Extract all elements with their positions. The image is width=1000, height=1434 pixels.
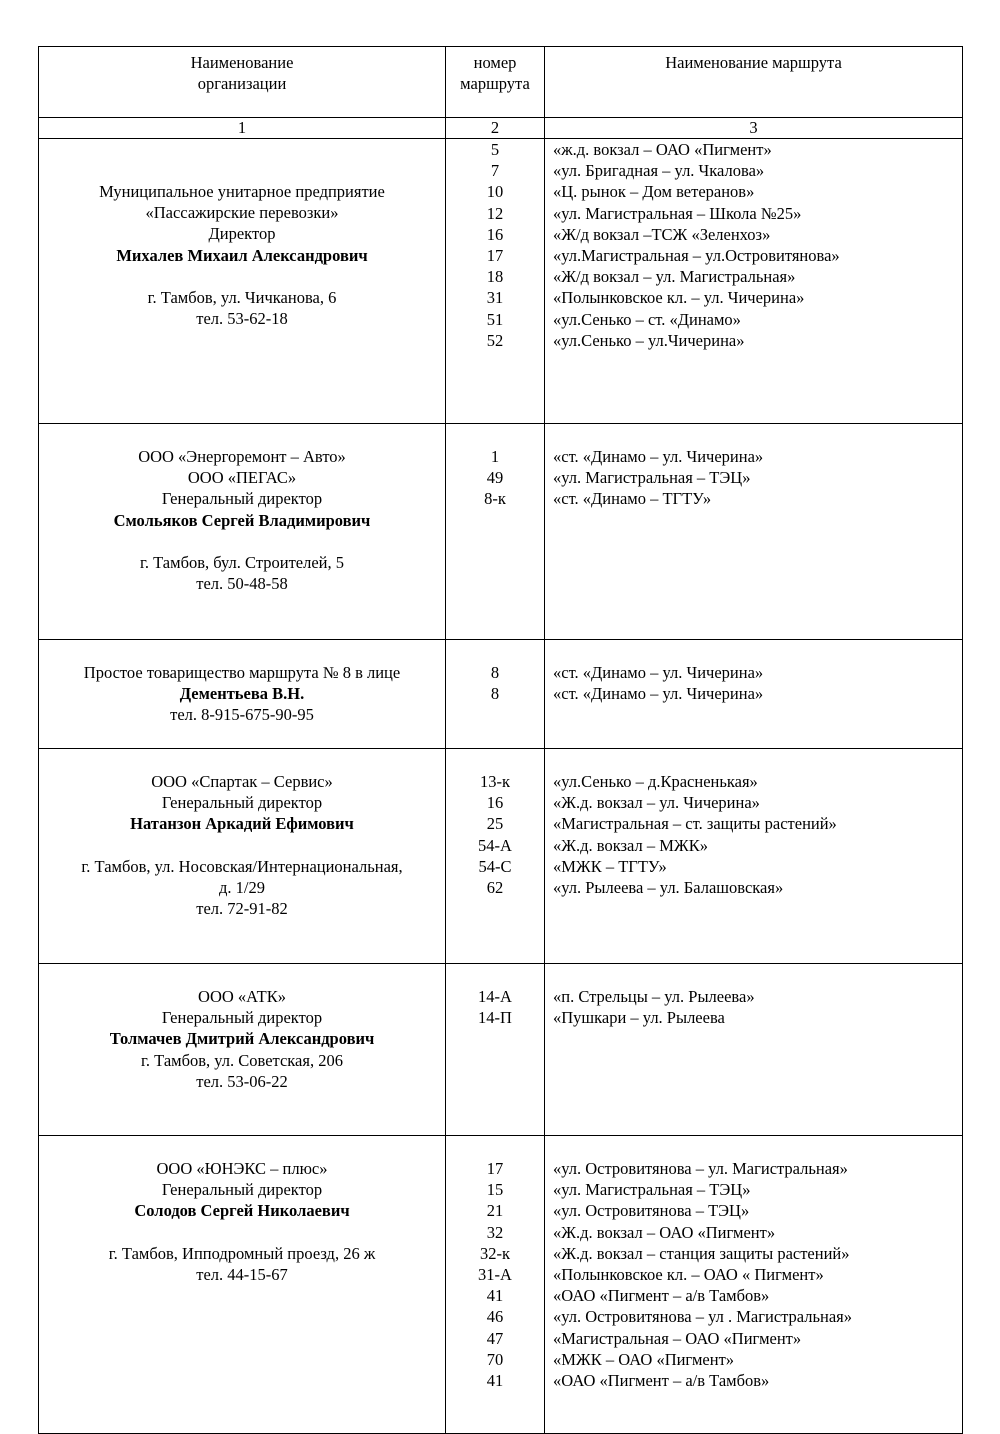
spacer [39, 531, 445, 552]
route-name: «ул.Сенько – ст. «Динамо» [553, 309, 741, 329]
route-name: «ОАО «Пигмент – а/в Тамбов» [553, 1286, 770, 1306]
route-number: 1 [490, 447, 500, 466]
routes-table [38, 46, 963, 1434]
route-name: «Пушкари – ул. Рылеева [553, 1008, 725, 1028]
route-name: «Ж/д вокзал –ТСЖ «Зеленхоз» [553, 224, 771, 244]
route-number: 41 [486, 1371, 504, 1391]
route-number: 5 [490, 140, 500, 159]
route-number: 15 [486, 1180, 504, 1200]
table-header-row [39, 47, 963, 118]
route-number: 47 [486, 1328, 504, 1348]
contact-line: тел. 53-62-18 [196, 309, 288, 329]
route-number: 8 [490, 684, 500, 704]
route-name: «ул.Сенько – д.Красненькая» [553, 772, 758, 791]
route-name: «Полынковское кл. – ул. Чичерина» [553, 288, 805, 308]
table-row [39, 749, 963, 964]
contact-line: г. Тамбов, бул. Строителей, 5 [139, 553, 344, 572]
route-name: «ст. «Динамо – ул. Чичерина» [553, 447, 764, 466]
director-name: Смольяков Сергей Владимирович [113, 510, 371, 530]
route-number: 52 [486, 330, 504, 350]
director-name: Солодов Сергей Николаевич [134, 1201, 350, 1221]
contact-line: тел. 44-15-67 [196, 1265, 288, 1284]
route-name: «ст. «Динамо – ул. Чичерина» [553, 684, 764, 704]
route-number: 32 [486, 1222, 504, 1242]
route-numbers-cell [446, 640, 545, 749]
route-names-cell [545, 640, 963, 749]
route-name: «п. Стрельцы – ул. Рылеева» [553, 987, 755, 1006]
route-number: 18 [486, 267, 504, 287]
route-numbers-cell [446, 1136, 545, 1434]
route-name: «Ж.д. вокзал – МЖК» [553, 835, 708, 855]
route-number: 70 [486, 1349, 504, 1369]
route-name: «ул.Магистральная – ул.Островитянова» [553, 246, 840, 266]
director-name: Михалев Михаил Александрович [116, 245, 368, 265]
route-name: «Ц. рынок – Дом ветеранов» [553, 182, 755, 202]
route-names-cell [545, 1136, 963, 1434]
organization-cell [39, 749, 446, 964]
route-name: «Магистральная – ст. защиты растений» [553, 814, 837, 834]
route-name: «ОАО «Пигмент – а/в Тамбов» [553, 1371, 770, 1391]
route-name: «ул. Бригадная – ул. Чкалова» [553, 161, 765, 181]
route-number: 62 [486, 878, 504, 898]
header-organization [39, 47, 446, 118]
route-name: «МЖК – ОАО «Пигмент» [553, 1349, 735, 1369]
column-index-1: 1 [39, 118, 446, 139]
route-number: 8 [490, 663, 500, 682]
route-number: 31-А [478, 1265, 512, 1285]
organization-name-line: Генеральный директор [161, 793, 323, 813]
route-number: 14-П [478, 1008, 512, 1028]
table-row [39, 964, 963, 1136]
organization-name-line: Генеральный директор [161, 1180, 323, 1200]
route-name: «ул. Рылеева – ул. Балашовская» [553, 878, 784, 898]
director-name: Дементьева В.Н. [179, 684, 305, 704]
organization-name-line: «Пассажирские перевозки» [145, 203, 339, 223]
route-number: 32-к [479, 1243, 510, 1263]
column-index-3: 3 [545, 118, 963, 139]
route-number: 12 [486, 203, 504, 223]
route-numbers-cell [446, 139, 545, 424]
header-route-name-text: Наименование маршрута [665, 53, 842, 72]
route-name: «ст. «Динамо – ул. Чичерина» [553, 663, 764, 682]
organization-name-line: ООО «ЮНЭКС – плюс» [156, 1159, 328, 1178]
route-name: «ж.д. вокзал – ОАО «Пигмент» [553, 140, 772, 159]
organization-name-line: Директор [208, 224, 276, 244]
route-number: 8-к [484, 489, 506, 509]
route-name: «ул. Магистральная – ТЭЦ» [553, 468, 751, 488]
table-row [39, 424, 963, 640]
route-name: «МЖК – ТГТУ» [553, 856, 667, 876]
column-index-2: 2 [446, 118, 545, 139]
route-number: 10 [486, 182, 504, 202]
director-name: Толмачев Дмитрий Александрович [109, 1029, 375, 1049]
route-name: «Ж.д. вокзал – станция защиты растений» [553, 1243, 850, 1263]
table-row [39, 640, 963, 749]
route-name: «Ж.д. вокзал – ул. Чичерина» [553, 793, 760, 813]
route-name: «Магистральная – ОАО «Пигмент» [553, 1328, 802, 1348]
organization-name-line: Муниципальное унитарное предприятие [99, 182, 385, 201]
route-number: 13-к [479, 772, 510, 791]
organization-cell [39, 964, 446, 1136]
organization-name-line: ООО «Энергоремонт – Авто» [138, 447, 346, 466]
contact-line: г. Тамбов, ул. Носовская/Интернациональная, [81, 856, 403, 876]
spacer [39, 1222, 445, 1243]
route-number: 46 [486, 1307, 504, 1327]
table-body [39, 139, 963, 1434]
route-number: 41 [486, 1286, 504, 1306]
route-number: 54-С [478, 856, 512, 876]
route-number: 17 [486, 1159, 504, 1178]
route-name: «ст. «Динамо – ТГТУ» [553, 489, 712, 509]
organization-name-line: Простое товарищество маршрута № 8 в лице [83, 663, 401, 682]
header-route-name [545, 47, 963, 118]
route-number: 7 [490, 161, 500, 181]
route-name: «ул. Магистральная – ТЭЦ» [553, 1180, 751, 1200]
route-number: 49 [486, 468, 504, 488]
route-names-cell [545, 749, 963, 964]
table-row [39, 139, 963, 424]
organization-name-line: Генеральный директор [161, 1008, 323, 1028]
contact-line: г. Тамбов, ул. Чичканова, 6 [147, 288, 337, 307]
route-name: «ул. Островитянова – ул. Магистральная» [553, 1159, 848, 1178]
contact-line: тел. 8-915-675-90-95 [170, 705, 314, 725]
route-numbers-cell [446, 424, 545, 640]
route-number: 17 [486, 246, 504, 266]
column-index-row [39, 118, 963, 139]
route-name: «ул.Сенько – ул.Чичерина» [553, 330, 745, 350]
director-name: Натанзон Аркадий Ефимович [130, 814, 354, 834]
organization-cell [39, 424, 446, 640]
route-names-cell [545, 139, 963, 424]
contact-line: тел. 50-48-58 [196, 574, 288, 594]
organization-name-line: Генеральный директор [161, 489, 323, 509]
route-number: 21 [486, 1201, 504, 1221]
route-name: «ул. Островитянова – ТЭЦ» [553, 1201, 750, 1221]
header-organization-line2: организации [197, 74, 287, 94]
route-number: 31 [486, 288, 504, 308]
route-name: «ул. Магистральная – Школа №25» [553, 203, 802, 223]
spacer [39, 266, 445, 287]
organization-cell [39, 640, 446, 749]
route-number: 16 [486, 224, 504, 244]
organization-name-line: ООО «Спартак – Сервис» [151, 772, 333, 791]
route-numbers-cell [446, 964, 545, 1136]
header-organization-line1: Наименование [190, 53, 294, 72]
route-number: 16 [486, 793, 504, 813]
route-number: 54-А [478, 835, 512, 855]
organization-cell [39, 139, 446, 424]
route-name: «Ж/д вокзал – ул. Магистральная» [553, 267, 796, 287]
organization-name-line: ООО «АТК» [198, 987, 286, 1006]
contact-line: тел. 53-06-22 [196, 1071, 288, 1091]
header-route-number [446, 47, 545, 118]
contact-line: тел. 72-91-82 [196, 899, 288, 919]
contact-line: д. 1/29 [219, 878, 265, 897]
spacer [39, 835, 445, 856]
header-route-number-line2: маршрута [460, 74, 530, 94]
contact-line: г. Тамбов, ул. Советская, 206 [141, 1050, 343, 1070]
route-name: «Полынковское кл. – ОАО « Пигмент» [553, 1265, 824, 1285]
organization-cell [39, 1136, 446, 1434]
organization-name-line: ООО «ПЕГАС» [187, 468, 297, 488]
route-number: 14-А [478, 987, 512, 1006]
route-number: 51 [486, 309, 504, 329]
route-names-cell [545, 964, 963, 1136]
route-name: «Ж.д. вокзал – ОАО «Пигмент» [553, 1222, 776, 1242]
table-row [39, 1136, 963, 1434]
route-number: 25 [486, 814, 504, 834]
route-names-cell [545, 424, 963, 640]
header-route-number-line1: номер [473, 53, 517, 72]
route-numbers-cell [446, 749, 545, 964]
route-name: «ул. Островитянова – ул . Магистральная» [553, 1307, 853, 1327]
contact-line: г. Тамбов, Ипподромный проезд, 26 ж [108, 1243, 376, 1263]
